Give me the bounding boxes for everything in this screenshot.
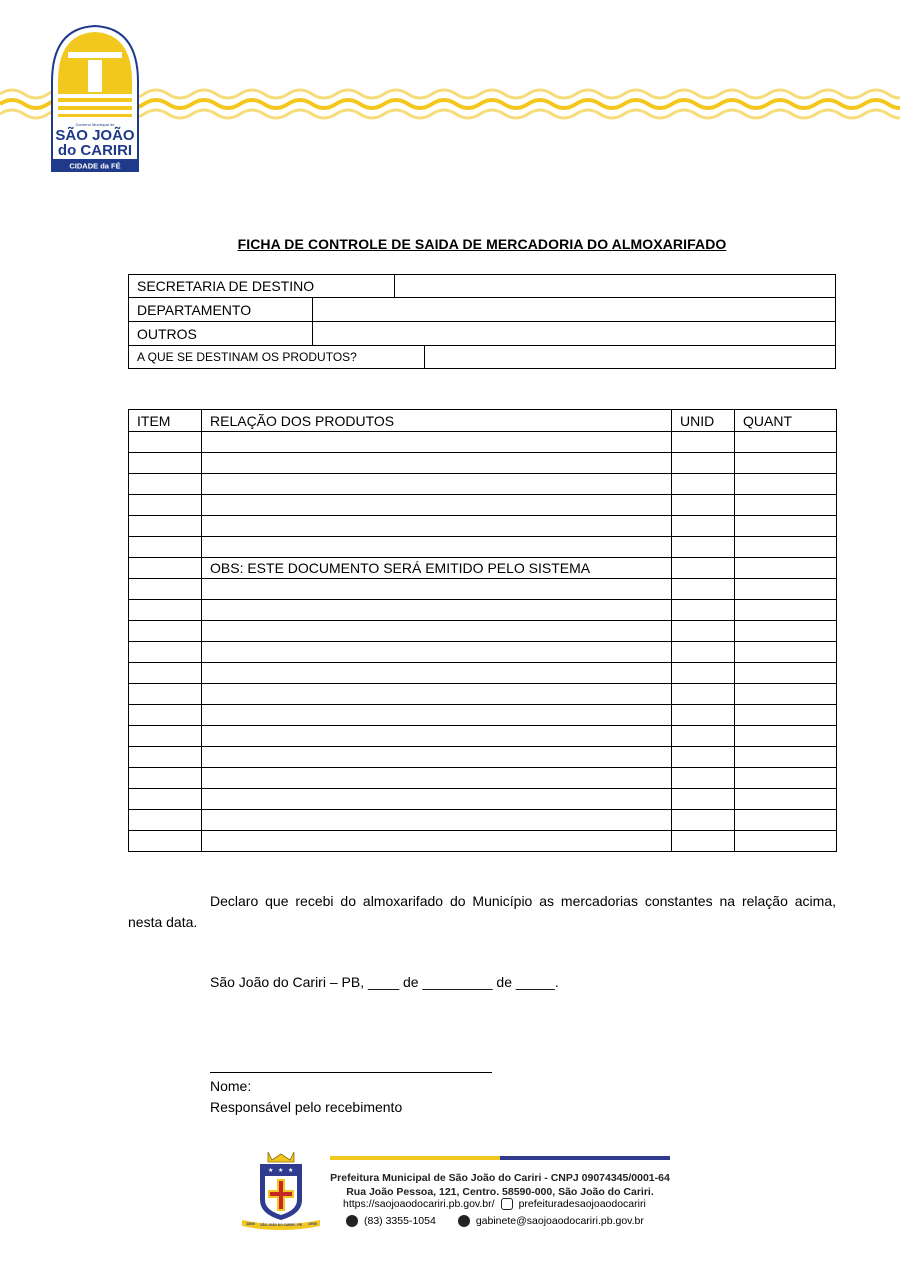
document-title: FICHA DE CONTROLE DE SAIDA DE MERCADORIA DO ALMOXARIFADO: [237, 236, 727, 252]
table-row: [129, 432, 837, 453]
cell-unit[interactable]: [672, 789, 735, 810]
form-row-departamento: [129, 298, 835, 322]
cell-product[interactable]: [202, 726, 672, 747]
cell-product[interactable]: [202, 642, 672, 663]
crest-left-year: 1800: [246, 1221, 255, 1226]
cell-item[interactable]: [129, 831, 202, 852]
footer-line1: Prefeitura Municipal de São João do Cariri - CNPJ 09074345/0001-64: [330, 1172, 670, 1184]
cell-unit[interactable]: [672, 684, 735, 705]
cell-quantity[interactable]: [735, 831, 837, 852]
cell-unit[interactable]: [672, 810, 735, 831]
products-table: [128, 409, 837, 852]
table-row: [129, 495, 837, 516]
form-row-outros: [129, 322, 835, 346]
table-row: [129, 453, 837, 474]
cell-quantity[interactable]: [735, 768, 837, 789]
cell-item[interactable]: [129, 726, 202, 747]
cell-unit[interactable]: [672, 537, 735, 558]
cell-product[interactable]: [202, 453, 672, 474]
cell-quantity[interactable]: [735, 663, 837, 684]
cell-item[interactable]: [129, 621, 202, 642]
cell-product[interactable]: [202, 831, 672, 852]
cell-item[interactable]: [129, 747, 202, 768]
instagram-icon: [501, 1198, 513, 1210]
table-row: [129, 810, 837, 831]
cell-unit[interactable]: [672, 642, 735, 663]
cell-quantity[interactable]: [735, 600, 837, 621]
phone-icon: [346, 1215, 358, 1227]
table-row: [129, 621, 837, 642]
cell-quantity[interactable]: [735, 453, 837, 474]
cell-product[interactable]: [202, 432, 672, 453]
table-row: [129, 831, 837, 852]
table-row: [129, 600, 837, 621]
cell-unit[interactable]: [672, 516, 735, 537]
cell-unit[interactable]: [672, 621, 735, 642]
cell-item[interactable]: [129, 684, 202, 705]
cell-unit[interactable]: [672, 705, 735, 726]
cell-product[interactable]: [202, 663, 672, 684]
cell-item[interactable]: [129, 579, 202, 600]
cell-unit[interactable]: [672, 747, 735, 768]
cell-product[interactable]: [202, 789, 672, 810]
place-date-line: São João do Cariri – PB, ____ de _________ de _____.: [210, 974, 559, 990]
table-row: [129, 705, 837, 726]
cell-product[interactable]: [202, 705, 672, 726]
cell-unit[interactable]: [672, 579, 735, 600]
form-row-destino: [129, 346, 835, 368]
signature-block: [210, 1076, 402, 1118]
table-row: [129, 537, 837, 558]
footer-phone[interactable]: (83) 3355-1054: [364, 1215, 436, 1227]
cell-product[interactable]: [202, 600, 672, 621]
cell-unit[interactable]: [672, 474, 735, 495]
cell-item[interactable]: [129, 642, 202, 663]
cell-item[interactable]: [129, 768, 202, 789]
footer-web-row: [343, 1198, 673, 1210]
table-row: [129, 579, 837, 600]
table-row: [129, 726, 837, 747]
table-row: [129, 747, 837, 768]
cell-quantity[interactable]: [735, 558, 837, 579]
cell-unit[interactable]: [672, 768, 735, 789]
cell-product[interactable]: [202, 810, 672, 831]
cell-product[interactable]: [202, 579, 672, 600]
table-body: [129, 432, 837, 852]
cell-quantity[interactable]: [735, 621, 837, 642]
secretaria-field[interactable]: [395, 275, 835, 297]
svg-text:★: ★: [288, 1168, 294, 1174]
footer-website[interactable]: https://saojoaodocariri.pb.gov.br/: [343, 1198, 495, 1210]
cell-unit[interactable]: [672, 663, 735, 684]
cell-product[interactable]: [202, 474, 672, 495]
cell-item[interactable]: [129, 453, 202, 474]
cell-unit[interactable]: [672, 726, 735, 747]
cell-item[interactable]: [129, 516, 202, 537]
signature-line: [210, 1072, 492, 1073]
table-row: [129, 516, 837, 537]
cell-quantity[interactable]: [735, 432, 837, 453]
svg-text:★: ★: [278, 1168, 284, 1174]
cell-unit[interactable]: [672, 495, 735, 516]
cell-item[interactable]: [129, 705, 202, 726]
cell-item[interactable]: [129, 474, 202, 495]
logo-line2: do CARIRI: [57, 142, 133, 159]
svg-text:★: ★: [268, 1168, 274, 1174]
cell-item[interactable]: [129, 789, 202, 810]
logo-tagline: CIDADE da FÉ: [69, 161, 121, 171]
cell-product[interactable]: [202, 495, 672, 516]
departamento-field[interactable]: [313, 298, 835, 321]
declaration-text: Declaro que recebi do almoxarifado do Município as mercadorias constantes na relação acima, nesta data.: [128, 893, 836, 930]
table-row: [129, 768, 837, 789]
secretaria-label: SECRETARIA DE DESTINO: [129, 275, 395, 297]
cell-product[interactable]: [202, 516, 672, 537]
form-row-secretaria: [129, 275, 835, 298]
cell-item[interactable]: [129, 558, 202, 579]
cell-quantity[interactable]: [735, 705, 837, 726]
signature-name-label: Nome:: [210, 1078, 252, 1094]
table-header-row: [129, 410, 837, 432]
destination-form: [128, 274, 836, 369]
table-row: [129, 789, 837, 810]
cell-quantity[interactable]: [735, 495, 837, 516]
cell-item[interactable]: [129, 537, 202, 558]
cell-quantity[interactable]: [735, 474, 837, 495]
cell-unit[interactable]: [672, 558, 735, 579]
cell-product[interactable]: OBS: ESTE DOCUMENTO SERÁ EMITIDO PELO SISTEMA: [202, 558, 672, 579]
cell-item[interactable]: [129, 495, 202, 516]
email-icon: [458, 1215, 470, 1227]
destino-label: A QUE SE DESTINAM OS PRODUTOS?: [129, 346, 425, 368]
header-quantity: QUANT: [735, 410, 837, 432]
cell-unit[interactable]: [672, 453, 735, 474]
outros-field[interactable]: [313, 322, 835, 345]
destino-field[interactable]: [425, 346, 835, 368]
cell-quantity[interactable]: [735, 537, 837, 558]
cell-quantity[interactable]: [735, 684, 837, 705]
crest-banner: SÃO JOÃO DO CARIRI - PB: [260, 1223, 302, 1227]
cell-item[interactable]: [129, 663, 202, 684]
crest-right-year: 1900: [308, 1221, 317, 1226]
municipal-logo: [48, 22, 142, 172]
departamento-label: DEPARTAMENTO: [129, 298, 313, 321]
cell-quantity[interactable]: [735, 642, 837, 663]
table-row: [129, 663, 837, 684]
cell-item[interactable]: [129, 600, 202, 621]
outros-label: OUTROS: [129, 322, 313, 345]
table-row: [129, 558, 837, 579]
footer-color-bar: [330, 1156, 670, 1160]
cell-product[interactable]: [202, 621, 672, 642]
footer-instagram[interactable]: prefeituradesaojoaodocariri: [518, 1198, 646, 1210]
logo-line1: SÃO JOÃO: [55, 127, 135, 144]
cell-unit[interactable]: [672, 831, 735, 852]
header-unit: UNID: [672, 410, 735, 432]
cell-product[interactable]: [202, 537, 672, 558]
header-products: RELAÇÃO DOS PRODUTOS: [202, 410, 672, 432]
cell-unit[interactable]: [672, 600, 735, 621]
cell-item[interactable]: [129, 432, 202, 453]
table-row: [129, 474, 837, 495]
cell-quantity[interactable]: [735, 579, 837, 600]
cell-product[interactable]: [202, 747, 672, 768]
cell-quantity[interactable]: [735, 810, 837, 831]
signature-role: Responsável pelo recebimento: [210, 1099, 403, 1115]
cell-quantity[interactable]: [735, 747, 837, 768]
table-row: [129, 684, 837, 705]
footer-email[interactable]: gabinete@saojoaodocariri.pb.gov.br: [475, 1215, 644, 1227]
cell-quantity[interactable]: [735, 726, 837, 747]
cell-product[interactable]: [202, 684, 672, 705]
cell-item[interactable]: [129, 810, 202, 831]
footer-contact-row: [346, 1215, 676, 1227]
cell-unit[interactable]: [672, 432, 735, 453]
table-row: [129, 642, 837, 663]
cell-product[interactable]: [202, 768, 672, 789]
cell-quantity[interactable]: [735, 516, 837, 537]
logo-top-text: Governo Municipal de: [75, 122, 115, 127]
cell-quantity[interactable]: [735, 789, 837, 810]
header-item: ITEM: [129, 410, 202, 432]
municipal-crest-icon: [236, 1148, 326, 1230]
footer-line2: Rua João Pessoa, 121, Centro. 58590-000, São João do Cariri.: [346, 1186, 654, 1198]
